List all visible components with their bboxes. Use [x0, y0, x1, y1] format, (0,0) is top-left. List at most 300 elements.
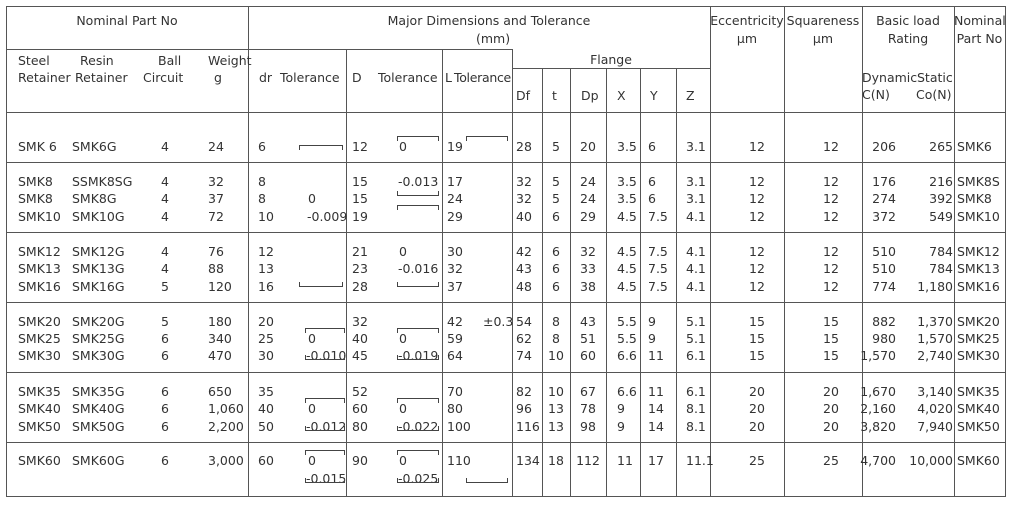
- static-load-cell: 549: [929, 209, 953, 224]
- y-cell: 14: [648, 401, 664, 416]
- dynamic-load-cell: 206: [872, 139, 896, 154]
- t-cell: 13: [548, 419, 564, 434]
- resin-retainer-cell: SMK50G: [72, 419, 125, 434]
- ball-circuit-cell: 4: [161, 139, 169, 154]
- t-cell: 6: [552, 261, 560, 276]
- tolerance-bracket: [305, 328, 345, 329]
- d-cell: 90: [352, 453, 368, 468]
- d-cell: 80: [352, 419, 368, 434]
- tolerance-value: 0: [399, 139, 407, 154]
- z-cell: 11.1: [686, 453, 714, 468]
- ball-circuit-cell: 6: [161, 348, 169, 363]
- resin-retainer-cell: SSMK8SG: [72, 174, 133, 189]
- tolerance-value: -0.019: [398, 348, 439, 363]
- tolerance-value: 0: [308, 191, 316, 206]
- z-cell: 8.1: [686, 419, 706, 434]
- header-squareness-unit: μm: [812, 31, 834, 46]
- y-cell: 7.5: [648, 261, 668, 276]
- eccentricity-cell: 20: [749, 401, 765, 416]
- tolerance-value: 0: [308, 401, 316, 416]
- weight-cell: 650: [208, 384, 232, 399]
- tolerance-value: 0: [399, 453, 407, 468]
- header-steel-retainer: Retainer: [18, 70, 71, 85]
- eccentricity-cell: 15: [749, 348, 765, 363]
- steel-retainer-cell: SMK8: [18, 191, 53, 206]
- header-static: Static: [917, 70, 953, 85]
- x-cell: 3.5: [617, 139, 637, 154]
- eccentricity-cell: 12: [749, 191, 765, 206]
- dp-cell: 98: [580, 419, 596, 434]
- ball-circuit-cell: 6: [161, 384, 169, 399]
- rule-right: [1005, 6, 1006, 497]
- squareness-cell: 12: [823, 174, 839, 189]
- header-z: Z: [686, 88, 695, 103]
- rule-l: [442, 49, 443, 497]
- dynamic-load-cell: 4,700: [860, 453, 896, 468]
- header-dp: Dp: [581, 88, 599, 103]
- dr-cell: 13: [258, 261, 274, 276]
- header-dynamic: Dynamic: [862, 70, 918, 85]
- z-cell: 4.1: [686, 279, 706, 294]
- header-ball: Ball: [158, 53, 182, 68]
- nominal-part-cell: SMK13: [957, 261, 1000, 276]
- dr-cell: 35: [258, 384, 274, 399]
- squareness-cell: 12: [823, 139, 839, 154]
- dp-cell: 60: [580, 348, 596, 363]
- l-cell: 17: [447, 174, 463, 189]
- weight-cell: 3,000: [208, 453, 244, 468]
- resin-retainer-cell: SMK30G: [72, 348, 125, 363]
- x-cell: 4.5: [617, 244, 637, 259]
- header-nominal: Nominal: [954, 13, 1006, 28]
- dp-cell: 32: [580, 244, 596, 259]
- dynamic-load-cell: 510: [872, 244, 896, 259]
- squareness-cell: 25: [823, 453, 839, 468]
- d-cell: 19: [352, 209, 368, 224]
- x-cell: 6.6: [617, 348, 637, 363]
- d-cell: 15: [352, 174, 368, 189]
- weight-cell: 180: [208, 314, 232, 329]
- header-df: Df: [516, 88, 531, 103]
- df-cell: 48: [516, 279, 532, 294]
- header-eccentricity-unit: μm: [736, 31, 758, 46]
- dp-cell: 38: [580, 279, 596, 294]
- steel-retainer-cell: SMK12: [18, 244, 61, 259]
- x-cell: 5.5: [617, 314, 637, 329]
- tolerance-value: ±0.3: [483, 314, 514, 329]
- header-resin-retainer: Retainer: [75, 70, 128, 85]
- rule-group4: [6, 372, 1005, 373]
- rule-group3: [6, 302, 1005, 303]
- tolerance-bracket: [305, 398, 345, 399]
- nominal-part-cell: SMK10: [957, 209, 1000, 224]
- tolerance-bracket: [299, 286, 343, 287]
- t-cell: 6: [552, 244, 560, 259]
- df-cell: 74: [516, 348, 532, 363]
- l-cell: 37: [447, 279, 463, 294]
- tolerance-bracket: [466, 482, 508, 483]
- df-cell: 42: [516, 244, 532, 259]
- tolerance-bracket: [397, 136, 439, 137]
- z-cell: 5.1: [686, 331, 706, 346]
- x-cell: 9: [617, 401, 625, 416]
- static-load-cell: 1,570: [917, 331, 953, 346]
- tolerance-bracket: [397, 482, 439, 483]
- static-load-cell: 7,940: [917, 419, 953, 434]
- t-cell: 18: [548, 453, 564, 468]
- eccentricity-cell: 20: [749, 384, 765, 399]
- header-dr-tolerance: Tolerance: [280, 70, 340, 85]
- x-cell: 6.6: [617, 384, 637, 399]
- dynamic-load-cell: 176: [872, 174, 896, 189]
- squareness-cell: 12: [823, 244, 839, 259]
- resin-retainer-cell: SMK6G: [72, 139, 117, 154]
- tolerance-value: -0.009: [307, 209, 348, 224]
- tolerance-value: 0: [308, 453, 316, 468]
- dynamic-load-cell: 1,570: [860, 348, 896, 363]
- squareness-cell: 15: [823, 348, 839, 363]
- d-cell: 40: [352, 331, 368, 346]
- y-cell: 6: [648, 139, 656, 154]
- resin-retainer-cell: SMK8G: [72, 191, 117, 206]
- dp-cell: 78: [580, 401, 596, 416]
- tolerance-bracket: [466, 136, 508, 137]
- steel-retainer-cell: SMK20: [18, 314, 61, 329]
- steel-retainer-cell: SMK60: [18, 453, 61, 468]
- weight-cell: 2,200: [208, 419, 244, 434]
- d-cell: 60: [352, 401, 368, 416]
- rule-group2: [6, 232, 1005, 233]
- nominal-part-cell: SMK50: [957, 419, 1000, 434]
- df-cell: 62: [516, 331, 532, 346]
- t-cell: 10: [548, 348, 564, 363]
- z-cell: 8.1: [686, 401, 706, 416]
- y-cell: 6: [648, 191, 656, 206]
- rule-part: [954, 6, 955, 497]
- z-cell: 4.1: [686, 244, 706, 259]
- eccentricity-cell: 12: [749, 209, 765, 224]
- nominal-part-cell: SMK16: [957, 279, 1000, 294]
- dp-cell: 24: [580, 174, 596, 189]
- ball-circuit-cell: 4: [161, 174, 169, 189]
- eccentricity-cell: 25: [749, 453, 765, 468]
- static-load-cell: 4,020: [917, 401, 953, 416]
- x-cell: 11: [617, 453, 633, 468]
- ball-circuit-cell: 5: [161, 279, 169, 294]
- x-cell: 3.5: [617, 191, 637, 206]
- t-cell: 6: [552, 209, 560, 224]
- weight-cell: 120: [208, 279, 232, 294]
- dp-cell: 20: [580, 139, 596, 154]
- z-cell: 6.1: [686, 384, 706, 399]
- header-mm: (mm): [476, 31, 511, 46]
- steel-retainer-cell: SMK8: [18, 174, 53, 189]
- resin-retainer-cell: SMK40G: [72, 401, 125, 416]
- t-cell: 10: [548, 384, 564, 399]
- header-con: Co(N): [916, 87, 952, 102]
- weight-cell: 470: [208, 348, 232, 363]
- nominal-part-cell: SMK20: [957, 314, 1000, 329]
- weight-cell: 24: [208, 139, 224, 154]
- x-cell: 9: [617, 419, 625, 434]
- df-cell: 96: [516, 401, 532, 416]
- steel-retainer-cell: SMK25: [18, 331, 61, 346]
- dp-cell: 29: [580, 209, 596, 224]
- x-cell: 4.5: [617, 261, 637, 276]
- header-part-no: Part No: [956, 31, 1003, 46]
- header-D: D: [352, 70, 362, 85]
- df-cell: 134: [516, 453, 540, 468]
- ball-circuit-cell: 4: [161, 244, 169, 259]
- y-cell: 14: [648, 419, 664, 434]
- resin-retainer-cell: SMK25G: [72, 331, 125, 346]
- tolerance-value: 0: [308, 331, 316, 346]
- rule-y: [640, 68, 641, 497]
- l-cell: 110: [447, 453, 471, 468]
- l-cell: 29: [447, 209, 463, 224]
- eccentricity-cell: 20: [749, 419, 765, 434]
- rule-group5: [6, 442, 1005, 443]
- t-cell: 5: [552, 191, 560, 206]
- header-x: X: [617, 88, 626, 103]
- dp-cell: 51: [580, 331, 596, 346]
- steel-retainer-cell: SMK35: [18, 384, 61, 399]
- z-cell: 6.1: [686, 348, 706, 363]
- df-cell: 32: [516, 191, 532, 206]
- static-load-cell: 1,370: [917, 314, 953, 329]
- nominal-part-cell: SMK35: [957, 384, 1000, 399]
- steel-retainer-cell: SMK 6: [18, 139, 57, 154]
- nominal-part-cell: SMK12: [957, 244, 1000, 259]
- static-load-cell: 784: [929, 261, 953, 276]
- static-load-cell: 265: [929, 139, 953, 154]
- dr-cell: 60: [258, 453, 274, 468]
- y-cell: 7.5: [648, 279, 668, 294]
- dynamic-load-cell: 774: [872, 279, 896, 294]
- y-cell: 6: [648, 174, 656, 189]
- dr-cell: 8: [258, 191, 266, 206]
- t-cell: 6: [552, 279, 560, 294]
- t-cell: 8: [552, 314, 560, 329]
- tolerance-value: 0: [399, 401, 407, 416]
- df-cell: 116: [516, 419, 540, 434]
- steel-retainer-cell: SMK30: [18, 348, 61, 363]
- df-cell: 82: [516, 384, 532, 399]
- dynamic-load-cell: 274: [872, 191, 896, 206]
- static-load-cell: 10,000: [909, 453, 953, 468]
- tolerance-value: -0.013: [398, 174, 439, 189]
- squareness-cell: 20: [823, 401, 839, 416]
- tolerance-bracket: [305, 450, 345, 451]
- x-cell: 5.5: [617, 331, 637, 346]
- resin-retainer-cell: SMK10G: [72, 209, 125, 224]
- steel-retainer-cell: SMK10: [18, 209, 61, 224]
- ball-circuit-cell: 6: [161, 331, 169, 346]
- weight-cell: 88: [208, 261, 224, 276]
- dynamic-load-cell: 2,160: [860, 401, 896, 416]
- header-t: t: [552, 88, 557, 103]
- header-rating: Rating: [887, 31, 929, 46]
- df-cell: 43: [516, 261, 532, 276]
- header-cn: C(N): [862, 87, 890, 102]
- squareness-cell: 12: [823, 209, 839, 224]
- weight-cell: 37: [208, 191, 224, 206]
- d-cell: 21: [352, 244, 368, 259]
- weight-cell: 1,060: [208, 401, 244, 416]
- nominal-part-cell: SMK30: [957, 348, 1000, 363]
- header-resin: Resin: [80, 53, 114, 68]
- dr-cell: 25: [258, 331, 274, 346]
- header-squareness: Squareness: [786, 13, 860, 28]
- weight-cell: 32: [208, 174, 224, 189]
- tolerance-bracket: [305, 359, 345, 360]
- y-cell: 7.5: [648, 244, 668, 259]
- tolerance-bracket: [397, 195, 439, 196]
- t-cell: 8: [552, 331, 560, 346]
- dynamic-load-cell: 372: [872, 209, 896, 224]
- dynamic-load-cell: 1,670: [860, 384, 896, 399]
- d-cell: 23: [352, 261, 368, 276]
- ball-circuit-cell: 4: [161, 261, 169, 276]
- header-dr: dr: [259, 70, 273, 85]
- tolerance-bracket: [397, 286, 439, 287]
- resin-retainer-cell: SMK35G: [72, 384, 125, 399]
- ball-circuit-cell: 5: [161, 314, 169, 329]
- y-cell: 7.5: [648, 209, 668, 224]
- header-steel: Steel: [18, 53, 50, 68]
- l-cell: 64: [447, 348, 463, 363]
- squareness-cell: 12: [823, 261, 839, 276]
- l-cell: 30: [447, 244, 463, 259]
- tolerance-value: -0.022: [398, 419, 439, 434]
- weight-cell: 76: [208, 244, 224, 259]
- y-cell: 9: [648, 314, 656, 329]
- z-cell: 4.1: [686, 261, 706, 276]
- rule-top: [6, 6, 1005, 7]
- resin-retainer-cell: SMK60G: [72, 453, 125, 468]
- y-cell: 11: [648, 384, 664, 399]
- squareness-cell: 15: [823, 314, 839, 329]
- squareness-cell: 15: [823, 331, 839, 346]
- d-cell: 15: [352, 191, 368, 206]
- x-cell: 4.5: [617, 209, 637, 224]
- z-cell: 3.1: [686, 191, 706, 206]
- static-load-cell: 392: [929, 191, 953, 206]
- dp-cell: 43: [580, 314, 596, 329]
- rule-left: [6, 6, 7, 497]
- nominal-part-cell: SMK60: [957, 453, 1000, 468]
- header-basic-load: Basic load: [876, 13, 940, 28]
- static-load-cell: 216: [929, 174, 953, 189]
- resin-retainer-cell: SMK12G: [72, 244, 125, 259]
- tolerance-value: -0.015: [306, 471, 347, 486]
- tolerance-bracket: [299, 145, 343, 146]
- l-cell: 19: [447, 139, 463, 154]
- dynamic-load-cell: 510: [872, 261, 896, 276]
- dr-cell: 20: [258, 314, 274, 329]
- tolerance-bracket: [397, 205, 439, 206]
- df-cell: 54: [516, 314, 532, 329]
- dr-cell: 40: [258, 401, 274, 416]
- l-cell: 100: [447, 419, 471, 434]
- rule-header-bottom: [6, 112, 1005, 113]
- d-cell: 32: [352, 314, 368, 329]
- rule-header-mid: [6, 49, 512, 50]
- tolerance-bracket: [397, 359, 439, 360]
- t-cell: 13: [548, 401, 564, 416]
- tolerance-value: -0.012: [306, 419, 347, 434]
- header-D-tolerance: Tolerance: [378, 70, 438, 85]
- eccentricity-cell: 15: [749, 331, 765, 346]
- header-flange: Flange: [590, 52, 632, 67]
- header-major-dimensions: Major Dimensions and Tolerance: [387, 13, 591, 28]
- rule-ecc: [710, 6, 711, 497]
- d-cell: 52: [352, 384, 368, 399]
- dp-cell: 33: [580, 261, 596, 276]
- z-cell: 3.1: [686, 174, 706, 189]
- dp-cell: 24: [580, 191, 596, 206]
- d-cell: 45: [352, 348, 368, 363]
- steel-retainer-cell: SMK40: [18, 401, 61, 416]
- z-cell: 4.1: [686, 209, 706, 224]
- resin-retainer-cell: SMK13G: [72, 261, 125, 276]
- squareness-cell: 12: [823, 279, 839, 294]
- eccentricity-cell: 12: [749, 174, 765, 189]
- eccentricity-cell: 12: [749, 279, 765, 294]
- steel-retainer-cell: SMK13: [18, 261, 61, 276]
- squareness-cell: 20: [823, 419, 839, 434]
- x-cell: 3.5: [617, 174, 637, 189]
- df-cell: 28: [516, 139, 532, 154]
- header-nominal-part-no: Nominal Part No: [76, 13, 178, 28]
- dp-cell: 112: [576, 453, 600, 468]
- steel-retainer-cell: SMK16: [18, 279, 61, 294]
- weight-cell: 340: [208, 331, 232, 346]
- eccentricity-cell: 12: [749, 139, 765, 154]
- d-cell: 12: [352, 139, 368, 154]
- rule-z: [676, 68, 677, 497]
- l-cell: 42: [447, 314, 463, 329]
- tolerance-value: -0.025: [398, 471, 439, 486]
- squareness-cell: 12: [823, 191, 839, 206]
- steel-retainer-cell: SMK50: [18, 419, 61, 434]
- tolerance-bracket: [397, 328, 439, 329]
- z-cell: 3.1: [686, 139, 706, 154]
- resin-retainer-cell: SMK20G: [72, 314, 125, 329]
- dr-cell: 8: [258, 174, 266, 189]
- l-cell: 70: [447, 384, 463, 399]
- z-cell: 5.1: [686, 314, 706, 329]
- tolerance-value: -0.010: [306, 348, 347, 363]
- dynamic-load-cell: 3,820: [860, 419, 896, 434]
- tolerance-value: 0: [399, 244, 407, 259]
- header-eccentricity: Eccentricity: [710, 13, 784, 28]
- ball-circuit-cell: 6: [161, 419, 169, 434]
- t-cell: 5: [552, 174, 560, 189]
- header-weight: Weight: [208, 53, 252, 68]
- header-L-tolerance: Tolerance: [454, 70, 511, 85]
- l-cell: 24: [447, 191, 463, 206]
- dr-cell: 16: [258, 279, 274, 294]
- tolerance-bracket: [397, 398, 439, 399]
- eccentricity-cell: 15: [749, 314, 765, 329]
- header-g: g: [214, 70, 222, 85]
- t-cell: 5: [552, 139, 560, 154]
- l-cell: 32: [447, 261, 463, 276]
- resin-retainer-cell: SMK16G: [72, 279, 125, 294]
- static-load-cell: 2,740: [917, 348, 953, 363]
- dp-cell: 67: [580, 384, 596, 399]
